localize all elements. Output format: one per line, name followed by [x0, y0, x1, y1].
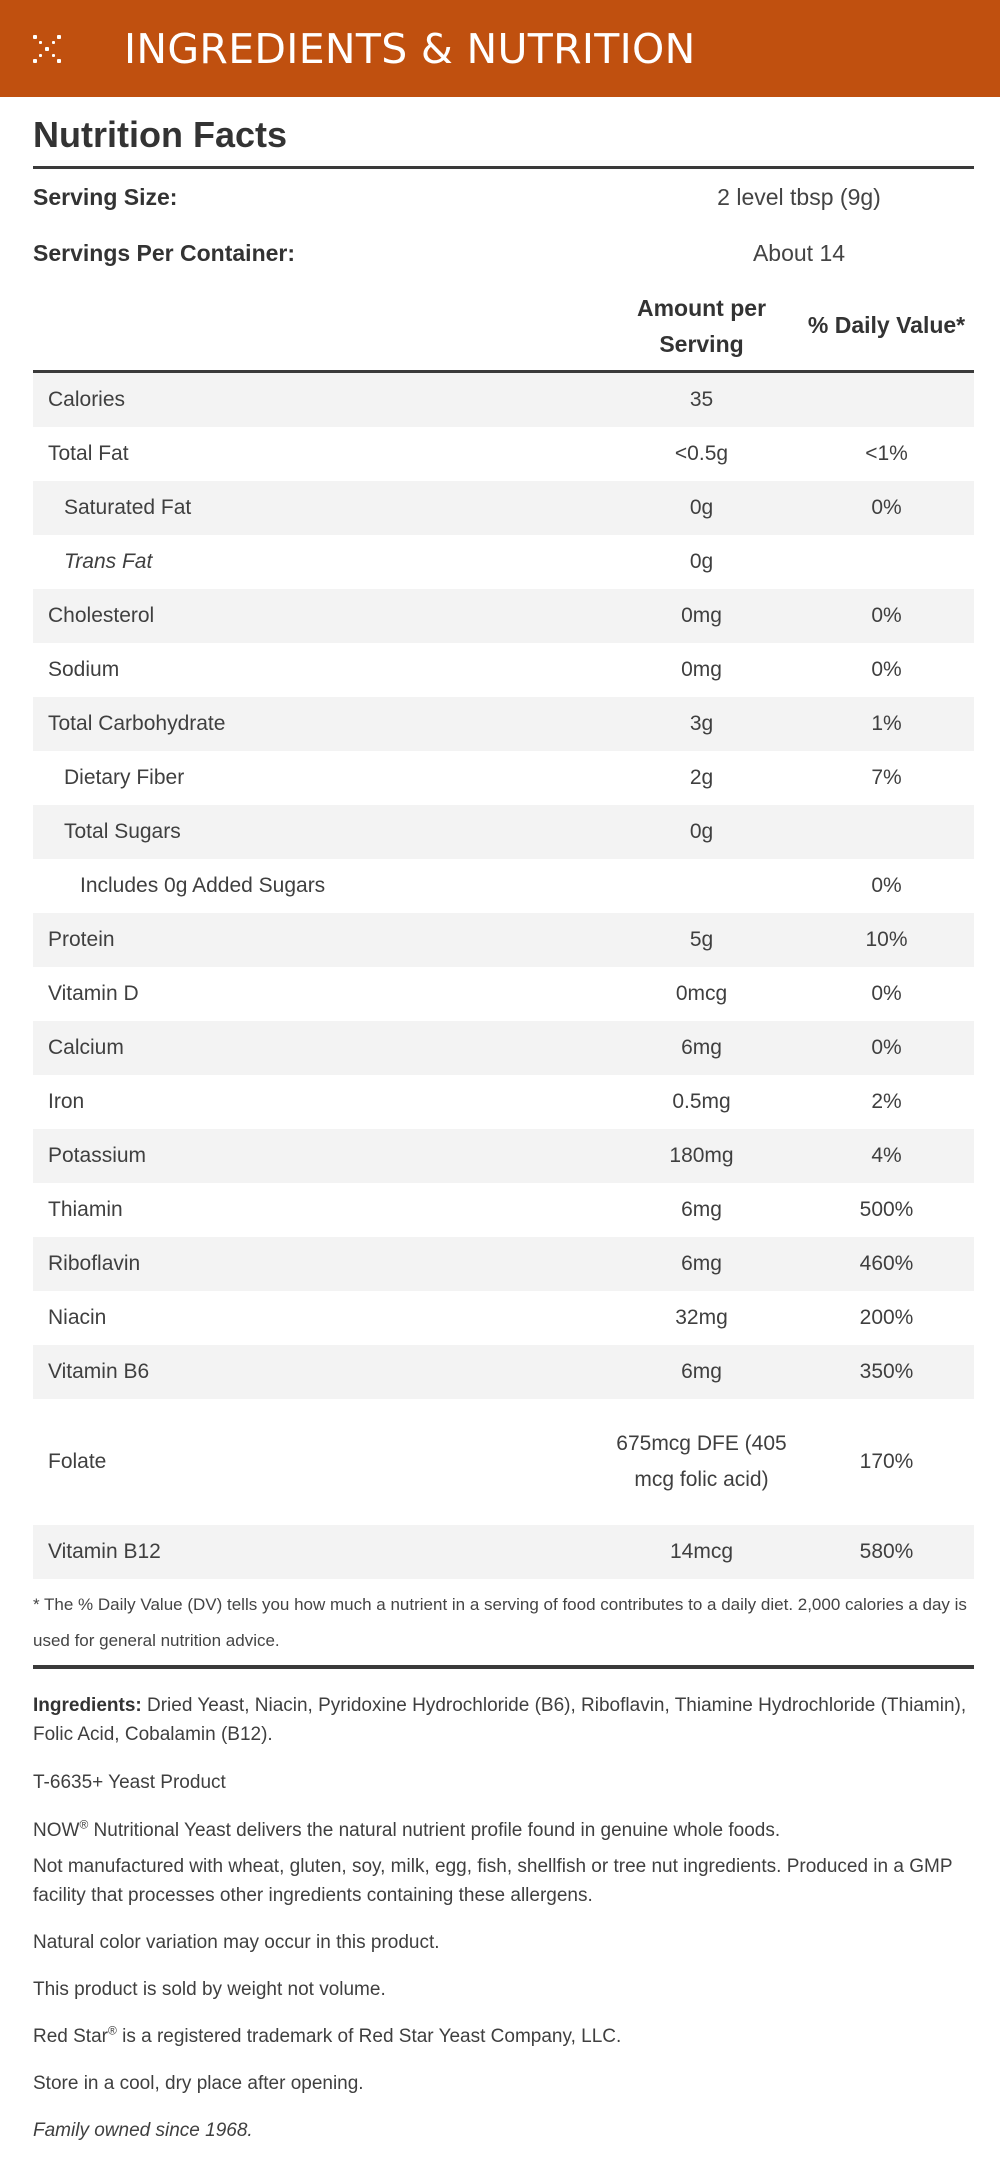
registered-mark: ®: [107, 2023, 117, 2038]
nutrient-name: Sodium: [48, 658, 120, 681]
table-row: [33, 967, 974, 1021]
nutrient-name: Total Carbohydrate: [48, 712, 226, 735]
now-text: Nutritional Yeast delivers the natural nutrient profile found in genuine whole foods.: [88, 1820, 781, 1841]
nutrient-amount: 0g: [689, 820, 714, 843]
registered-mark: ®: [79, 1817, 89, 1832]
servings-per-container-row: [33, 225, 974, 281]
nutrient-amount: 0.5mg: [672, 1090, 731, 1113]
nutrient-name: Calcium: [48, 1036, 124, 1059]
nutrient-name: Calories: [48, 388, 126, 411]
table-row: [33, 1237, 974, 1291]
nutrient-daily-value: 350%: [859, 1360, 914, 1383]
nutrient-name: Trans Fat: [64, 550, 153, 573]
section-title: INGREDIENTS & NUTRITION: [124, 24, 696, 73]
nutrient-amount: 6mg: [681, 1252, 722, 1275]
table-row: [33, 1129, 974, 1183]
nutrient-amount: 0g: [689, 496, 714, 519]
nutrient-amount: 675mcg DFE (405 mcg folic acid): [616, 1432, 787, 1491]
nutrient-name: Thiamin: [48, 1198, 123, 1221]
nutrient-name: Iron: [48, 1090, 85, 1113]
nutrient-daily-value: <1%: [865, 442, 908, 465]
table-row: [33, 427, 974, 481]
table-row: [33, 751, 974, 805]
nutrient-name: Protein: [48, 928, 115, 951]
table-row: [33, 643, 974, 697]
nutrient-daily-value: 200%: [859, 1306, 914, 1329]
nutrition-table-body: [33, 373, 974, 1579]
nutrient-name: Niacin: [48, 1306, 107, 1329]
nutrient-name: Potassium: [48, 1144, 147, 1167]
serving-size-label: Serving Size:: [33, 183, 178, 210]
nutrient-amount: 180mg: [669, 1144, 734, 1167]
serving-size-value: 2 level tbsp (9g): [717, 183, 881, 210]
servings-per-container-value: About 14: [752, 239, 846, 266]
nutrient-daily-value: 1%: [871, 712, 902, 735]
nutrient-name: Total Sugars: [64, 820, 181, 843]
table-row: [33, 1399, 974, 1525]
trademark-note: [33, 2022, 974, 2051]
nutrient-daily-value: 0%: [871, 658, 902, 681]
nutrient-name: Includes 0g Added Sugars: [80, 874, 326, 897]
table-row: [33, 1291, 974, 1345]
product-info: [33, 1691, 974, 2145]
storage-note: Store in a cool, dry place after opening.: [33, 2073, 364, 2094]
ingredients-label: Ingredients:: [33, 1695, 142, 1716]
nutrient-amount: 6mg: [681, 1036, 722, 1059]
product-code: T-6635+ Yeast Product: [33, 1772, 226, 1793]
nutrition-table-header: [33, 281, 974, 373]
table-row: [33, 535, 974, 589]
nutrient-name: Vitamin B6: [48, 1360, 150, 1383]
nutrient-daily-value: 0%: [871, 1036, 902, 1059]
nutrient-name: Cholesterol: [48, 604, 155, 627]
table-row: [33, 1525, 974, 1579]
table-row: [33, 1021, 974, 1075]
nutrient-daily-value: 580%: [859, 1540, 914, 1563]
family-owned-note: Family owned since 1968.: [33, 2120, 253, 2141]
table-row: [33, 859, 974, 913]
nutrient-amount: 3g: [689, 712, 714, 735]
nutrient-daily-value: 500%: [859, 1198, 914, 1221]
table-row: [33, 805, 974, 859]
amount-column-header: Amount per Serving: [636, 294, 767, 357]
table-row: [33, 589, 974, 643]
nutrient-daily-value: 460%: [859, 1252, 914, 1275]
nutrient-amount: 6mg: [681, 1198, 722, 1221]
color-variation-note: Natural color variation may occur in this product.: [33, 1932, 440, 1953]
allergen-statement: Not manufactured with wheat, gluten, soy, milk, egg, fish, shellfish or tree nut ingredients. Produced in a GMP facility that processes other ingredients containing these allergens.: [33, 1856, 953, 1906]
nutrient-name: Total Fat: [48, 442, 129, 465]
table-row: [33, 1345, 974, 1399]
redstar-text: is a registered trademark of Red Star Yeast Company, LLC.: [116, 2026, 622, 2047]
table-row: [33, 373, 974, 427]
nutrient-daily-value: 0%: [871, 496, 902, 519]
table-row: [33, 1075, 974, 1129]
section-header: [0, 0, 1000, 97]
nutrient-daily-value: 10%: [865, 928, 908, 951]
ingredients-text: Dried Yeast, Niacin, Pyridoxine Hydrochloride (B6), Riboflavin, Thiamine Hydrochloride (Thiamin), Folic Acid, Cobalamin (B12).: [33, 1695, 967, 1745]
table-row: [33, 697, 974, 751]
nutrient-amount: 5g: [689, 928, 714, 951]
nutrient-daily-value: 2%: [871, 1090, 902, 1113]
nutrient-amount: 35: [689, 388, 714, 411]
nutrient-name: Dietary Fiber: [64, 766, 185, 789]
daily-value-footnote: * The % Daily Value (DV) tells you how much a nutrient in a serving of food contributes to a daily diet. 2,000 calories a day is used for general nutrition advice.: [33, 1579, 974, 1669]
nutrient-amount: 2g: [689, 766, 714, 789]
nutrient-amount: 32mg: [675, 1306, 728, 1329]
nutrient-amount: 0mg: [681, 604, 722, 627]
nutrient-amount: 14mcg: [669, 1540, 734, 1563]
now-brand: NOW: [33, 1820, 80, 1841]
daily-value-column-header: % Daily Value*: [807, 312, 966, 338]
redstar-brand: Red Star: [33, 2026, 108, 2047]
nutrient-daily-value: 0%: [871, 874, 902, 897]
table-row: [33, 913, 974, 967]
nutrient-name: Folate: [48, 1450, 107, 1473]
now-description: [33, 1816, 974, 1845]
nutrient-amount: 0mcg: [675, 982, 728, 1005]
nutrition-content: [0, 97, 1000, 2145]
table-row: [33, 481, 974, 535]
serving-size-row: [33, 169, 974, 225]
weight-note: This product is sold by weight not volume.: [33, 1979, 386, 2000]
nutrient-daily-value: 170%: [859, 1450, 914, 1473]
nutrient-daily-value: 4%: [871, 1144, 902, 1167]
table-row: [33, 1183, 974, 1237]
nutrient-name: Saturated Fat: [64, 496, 192, 519]
sparkle-icon: [33, 35, 61, 63]
nutrient-amount: <0.5g: [674, 442, 729, 465]
nutrition-facts-title: Nutrition Facts: [33, 97, 974, 169]
nutrient-name: Vitamin D: [48, 982, 139, 1005]
nutrient-amount: 0mg: [681, 658, 722, 681]
ingredients-paragraph: [33, 1691, 974, 1749]
nutrient-daily-value: 0%: [871, 982, 902, 1005]
nutrient-name: Vitamin B12: [48, 1540, 161, 1563]
nutrient-daily-value: 7%: [871, 766, 902, 789]
nutrient-daily-value: 0%: [871, 604, 902, 627]
nutrient-amount: 0g: [689, 550, 714, 573]
nutrient-amount: 6mg: [681, 1360, 722, 1383]
nutrient-name: Riboflavin: [48, 1252, 141, 1275]
servings-per-container-label: Servings Per Container:: [33, 239, 296, 266]
